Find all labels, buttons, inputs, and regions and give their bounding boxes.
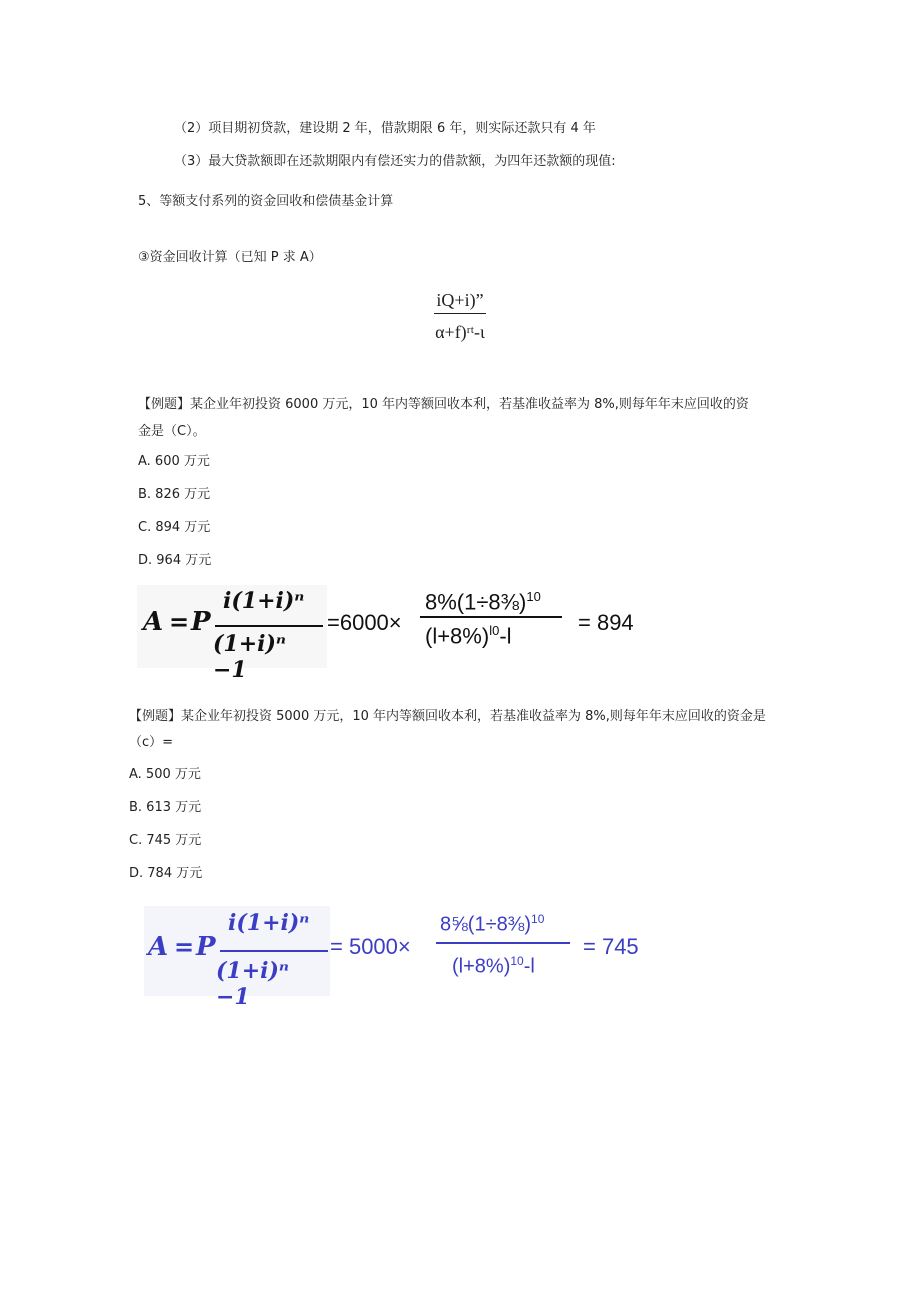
subheading-capital-recovery: ③资金回收计算（已知 P 求 A）	[138, 250, 322, 265]
formula-times-6000: =6000×	[327, 610, 402, 635]
formula-result-745: = 745	[583, 934, 639, 959]
formula-numerator: i(1+i)ⁿ	[223, 588, 305, 614]
example2-formula-image	[144, 906, 330, 1010]
formula-denominator: (1+i)ⁿ −1	[216, 958, 289, 1010]
formula-denominator: (1+i)ⁿ −1	[213, 631, 286, 683]
example2-stem-line1: 【例题】某企业年初投资 5000 万元，10 年内等额回收本利，若基准收益率为 8%,则每年年末应回收的资金是	[129, 709, 766, 724]
formula-P: P	[196, 932, 216, 962]
formula-numerator: i(1+i)ⁿ	[228, 910, 310, 936]
example2-option-b: B. 613 万元	[129, 800, 202, 815]
example2-option-c: C. 745 万元	[129, 833, 202, 848]
example1-option-a: A. 600 万元	[138, 454, 210, 469]
formula-P: P	[191, 607, 211, 637]
formula-rhs-bar	[420, 616, 562, 618]
formula-rhs-denominator: $(l+8\%)^{10}-l$	[452, 954, 535, 978]
formula-rhs-bar	[436, 942, 570, 944]
example2-option-a: A. 500 万元	[129, 767, 201, 782]
example1-option-c: C. 894 万元	[138, 520, 211, 535]
formula-equals: =	[174, 932, 195, 961]
section-heading-5: 5、等额支付系列的资金回收和偿债基金计算	[138, 194, 394, 209]
example1-formula-image	[137, 585, 327, 683]
formula-rhs-denominator: $(l+8\%)^{l0}-l$	[425, 623, 512, 649]
fraction-denominator: α+f)ʳᵗ-ι	[435, 322, 485, 342]
example1-stem-line2: 金是（C）。	[138, 424, 206, 439]
formula-fraction	[400, 290, 520, 343]
formula-A: A	[148, 932, 169, 962]
formula-rhs-numerator: 8⅝(1÷8⅜)$^{10}$	[440, 912, 545, 936]
formula-result-894: = 894	[578, 610, 634, 635]
example1-option-b: B. 826 万元	[138, 487, 211, 502]
formula-fraction-bar	[220, 950, 328, 952]
formula-A: A	[143, 607, 164, 637]
fraction-numerator: iQ+i)”	[434, 290, 485, 314]
formula-rhs-numerator: 8%(1÷8⅜)$^{10}$	[425, 589, 541, 615]
example2-option-d: D. 784 万元	[129, 866, 203, 881]
example2-stem-line2: （c）=	[129, 735, 174, 750]
formula-equals: =	[169, 607, 190, 636]
example1-option-d: D. 964 万元	[138, 553, 212, 568]
formula-fraction-bar	[215, 625, 323, 627]
text-line-3: （3）最大贷款额即在还款期限内有偿还实力的借款额，为四年还款额的现值:	[174, 154, 616, 169]
text-line-2: （2）项目期初贷款，建设期 2 年，借款期限 6 年，则实际还款只有 4 年	[174, 121, 596, 136]
formula-times-5000: = 5000×	[330, 934, 411, 959]
example1-stem-line1: 【例题】某企业年初投资 6000 万元，10 年内等额回收本利，若基准收益率为 8%,则每年年末应回收的资	[138, 397, 749, 412]
